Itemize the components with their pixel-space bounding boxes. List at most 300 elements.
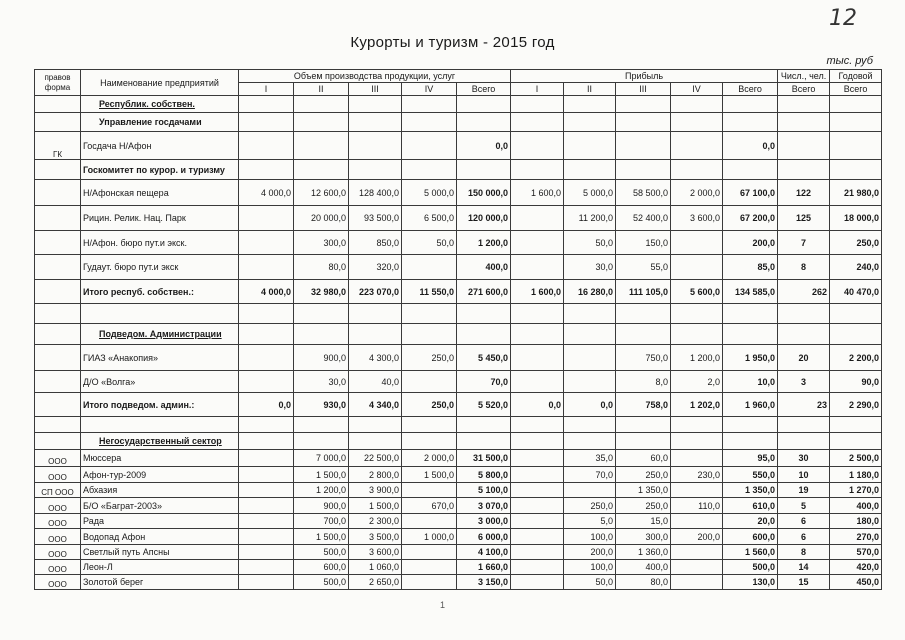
value-cell: 250,0 xyxy=(402,393,457,417)
value-cell: 262 xyxy=(778,280,830,304)
value-cell: 271 600,0 xyxy=(457,280,511,304)
value-cell xyxy=(239,255,294,280)
value-cell: 15,0 xyxy=(616,514,671,529)
legal-form-cell xyxy=(35,324,81,345)
value-cell xyxy=(457,324,511,345)
header-annual: Годовой xyxy=(830,70,882,83)
header-profit-total: Всего xyxy=(723,83,778,96)
value-cell xyxy=(830,132,882,160)
value-cell: 30,0 xyxy=(294,371,349,393)
value-cell: 250,0 xyxy=(830,231,882,255)
value-cell: 150 000,0 xyxy=(457,180,511,206)
value-cell xyxy=(616,417,671,433)
value-cell: 1 960,0 xyxy=(723,393,778,417)
value-cell xyxy=(511,324,564,345)
value-cell: 500,0 xyxy=(723,560,778,575)
value-cell xyxy=(294,417,349,433)
enterprise-name-cell xyxy=(81,324,239,345)
value-cell: 20 000,0 xyxy=(294,206,349,231)
value-cell xyxy=(511,345,564,371)
value-cell xyxy=(511,96,564,113)
enterprise-name: Мюссера xyxy=(83,453,122,463)
value-cell: 1 500,0 xyxy=(294,529,349,545)
value-cell xyxy=(671,255,723,280)
value-cell: 2 000,0 xyxy=(671,180,723,206)
value-cell: 240,0 xyxy=(830,255,882,280)
value-cell xyxy=(239,545,294,560)
value-cell: 19 xyxy=(778,483,830,498)
value-cell xyxy=(723,417,778,433)
value-cell: 250,0 xyxy=(616,498,671,514)
legal-form-cell: ООО xyxy=(35,467,81,483)
value-cell: 300,0 xyxy=(294,231,349,255)
value-cell: 3 600,0 xyxy=(671,206,723,231)
value-cell: 420,0 xyxy=(830,560,882,575)
value-cell: 50,0 xyxy=(402,231,457,255)
value-cell: 2 300,0 xyxy=(349,514,402,529)
value-cell xyxy=(239,450,294,467)
value-cell xyxy=(402,575,457,590)
value-cell: 22 500,0 xyxy=(349,450,402,467)
value-cell xyxy=(239,560,294,575)
value-cell xyxy=(511,132,564,160)
value-cell: 40 470,0 xyxy=(830,280,882,304)
enterprise-name: Светлый путь Апсны xyxy=(83,547,170,557)
value-cell xyxy=(778,304,830,324)
value-cell: 1 200,0 xyxy=(671,345,723,371)
value-cell: 3 500,0 xyxy=(349,529,402,545)
table-row xyxy=(35,231,882,255)
value-cell xyxy=(511,575,564,590)
value-cell: 128 400,0 xyxy=(349,180,402,206)
value-cell xyxy=(457,113,511,132)
value-cell: 110,0 xyxy=(671,498,723,514)
document-title: Курорты и туризм - 2015 год xyxy=(350,34,555,51)
table-row xyxy=(35,483,882,498)
value-cell xyxy=(564,324,616,345)
section-row xyxy=(35,96,882,113)
value-cell xyxy=(564,96,616,113)
value-cell: 8,0 xyxy=(616,371,671,393)
legal-form-cell xyxy=(35,417,81,433)
value-cell xyxy=(402,113,457,132)
value-cell: 130,0 xyxy=(723,575,778,590)
value-cell xyxy=(723,304,778,324)
table-row xyxy=(35,560,882,575)
table-row xyxy=(35,255,882,280)
value-cell xyxy=(239,417,294,433)
value-cell xyxy=(349,160,402,180)
legal-form-cell: ООО xyxy=(35,575,81,590)
value-cell xyxy=(511,113,564,132)
value-cell xyxy=(671,433,723,450)
value-cell: 500,0 xyxy=(294,545,349,560)
value-cell xyxy=(349,433,402,450)
enterprise-name: Леон-Л xyxy=(83,562,113,572)
value-cell: 122 xyxy=(778,180,830,206)
value-cell: 70,0 xyxy=(457,371,511,393)
enterprise-name: Итого подведом. админ.: xyxy=(83,399,195,410)
legal-form-cell xyxy=(35,345,81,371)
value-cell: 125 xyxy=(778,206,830,231)
value-cell xyxy=(511,529,564,545)
value-cell: 550,0 xyxy=(723,467,778,483)
enterprise-name-cell xyxy=(81,450,239,467)
enterprise-name: Б/О «Баграт-2003» xyxy=(83,500,163,511)
value-cell xyxy=(671,304,723,324)
table-row xyxy=(35,206,882,231)
value-cell xyxy=(511,231,564,255)
enterprise-name: Водопад Афон xyxy=(83,531,146,542)
value-cell xyxy=(457,160,511,180)
value-cell: 2 200,0 xyxy=(830,345,882,371)
value-cell xyxy=(564,483,616,498)
enterprise-name-cell xyxy=(81,433,239,450)
value-cell: 5 600,0 xyxy=(671,280,723,304)
enterprise-name-cell xyxy=(81,304,239,324)
value-cell: 4 000,0 xyxy=(239,280,294,304)
header-prod-q4: IV xyxy=(402,83,457,96)
value-cell: 31 500,0 xyxy=(457,450,511,467)
value-cell: 850,0 xyxy=(349,231,402,255)
value-cell: 90,0 xyxy=(830,371,882,393)
value-cell: 250,0 xyxy=(616,467,671,483)
value-cell: 67 200,0 xyxy=(723,206,778,231)
table-row xyxy=(35,450,882,467)
value-cell xyxy=(723,113,778,132)
value-cell: 10,0 xyxy=(723,371,778,393)
section-row xyxy=(35,113,882,132)
legal-form-cell: ООО xyxy=(35,450,81,467)
value-cell xyxy=(830,160,882,180)
value-cell xyxy=(671,113,723,132)
value-cell xyxy=(402,417,457,433)
value-cell: 8 xyxy=(778,545,830,560)
value-cell: 32 980,0 xyxy=(294,280,349,304)
value-cell: 2 290,0 xyxy=(830,393,882,417)
value-cell xyxy=(239,467,294,483)
value-cell: 400,0 xyxy=(616,560,671,575)
value-cell xyxy=(671,514,723,529)
legal-form-cell: ООО xyxy=(35,545,81,560)
value-cell xyxy=(830,433,882,450)
value-cell xyxy=(671,96,723,113)
value-cell xyxy=(402,483,457,498)
value-cell xyxy=(239,514,294,529)
value-cell xyxy=(616,324,671,345)
value-cell: 1 270,0 xyxy=(830,483,882,498)
section-row xyxy=(35,433,882,450)
value-cell xyxy=(239,132,294,160)
value-cell xyxy=(294,160,349,180)
value-cell: 3 900,0 xyxy=(349,483,402,498)
legal-form-cell xyxy=(35,304,81,324)
enterprise-name: ГИАЗ «Анакопия» xyxy=(83,352,158,363)
value-cell: 230,0 xyxy=(671,467,723,483)
header-profit: Прибыль xyxy=(511,70,778,83)
value-cell: 2 800,0 xyxy=(349,467,402,483)
value-cell xyxy=(239,575,294,590)
value-cell: 2 650,0 xyxy=(349,575,402,590)
value-cell xyxy=(239,371,294,393)
value-cell: 400,0 xyxy=(830,498,882,514)
value-cell xyxy=(349,96,402,113)
value-cell: 21 980,0 xyxy=(830,180,882,206)
value-cell: 500,0 xyxy=(294,575,349,590)
enterprise-name-cell xyxy=(81,206,239,231)
enterprise-name: Д/О «Волга» xyxy=(83,376,136,387)
value-cell: 2 000,0 xyxy=(402,450,457,467)
value-cell xyxy=(564,132,616,160)
legal-form-cell xyxy=(35,180,81,206)
value-cell xyxy=(349,417,402,433)
table-row xyxy=(35,575,882,590)
value-cell xyxy=(830,304,882,324)
value-cell xyxy=(616,304,671,324)
value-cell xyxy=(723,433,778,450)
value-cell: 3 xyxy=(778,371,830,393)
enterprise-name: Госкомитет по курор. и туризму xyxy=(83,164,225,175)
value-cell: 5,0 xyxy=(564,514,616,529)
table-row xyxy=(35,180,882,206)
enterprise-name-cell xyxy=(81,483,239,498)
header-prod-q3: III xyxy=(349,83,402,96)
value-cell: 150,0 xyxy=(616,231,671,255)
value-cell xyxy=(349,324,402,345)
enterprise-name-cell xyxy=(81,371,239,393)
value-cell xyxy=(294,132,349,160)
value-cell: 1 180,0 xyxy=(830,467,882,483)
value-cell xyxy=(778,433,830,450)
enterprise-name-cell xyxy=(81,467,239,483)
value-cell: 900,0 xyxy=(294,345,349,371)
header-profit-q3: III xyxy=(616,83,671,96)
value-cell: 30,0 xyxy=(564,255,616,280)
value-cell: 18 000,0 xyxy=(830,206,882,231)
header-prod-total: Всего xyxy=(457,83,511,96)
value-cell xyxy=(239,483,294,498)
value-cell: 1 200,0 xyxy=(457,231,511,255)
value-cell: 52 400,0 xyxy=(616,206,671,231)
enterprise-name-cell xyxy=(81,393,239,417)
value-cell: 0,0 xyxy=(457,132,511,160)
enterprise-name-cell xyxy=(81,280,239,304)
enterprise-name-cell xyxy=(81,231,239,255)
value-cell: 1 600,0 xyxy=(511,280,564,304)
value-cell: 85,0 xyxy=(723,255,778,280)
value-cell xyxy=(723,324,778,345)
value-cell: 1 202,0 xyxy=(671,393,723,417)
value-cell xyxy=(564,160,616,180)
value-cell xyxy=(511,514,564,529)
value-cell xyxy=(239,96,294,113)
value-cell: 40,0 xyxy=(349,371,402,393)
header-prod-q2: II xyxy=(294,83,349,96)
value-cell: 55,0 xyxy=(616,255,671,280)
header-staff: Числ., чел. xyxy=(778,70,830,83)
value-cell xyxy=(616,113,671,132)
value-cell: 1 000,0 xyxy=(402,529,457,545)
value-cell xyxy=(511,483,564,498)
total-row xyxy=(35,393,882,417)
value-cell xyxy=(830,324,882,345)
value-cell: 200,0 xyxy=(723,231,778,255)
value-cell xyxy=(239,206,294,231)
value-cell: 120 000,0 xyxy=(457,206,511,231)
header-profit-q4: IV xyxy=(671,83,723,96)
value-cell xyxy=(294,96,349,113)
enterprise-name: Золотой берег xyxy=(83,577,144,587)
value-cell: 80,0 xyxy=(616,575,671,590)
legal-form-cell xyxy=(35,96,81,113)
value-cell xyxy=(616,132,671,160)
value-cell xyxy=(402,160,457,180)
enterprise-name: Афон-тур-2009 xyxy=(83,469,147,480)
value-cell: 6 500,0 xyxy=(402,206,457,231)
value-cell: 6 xyxy=(778,529,830,545)
value-cell: 1 950,0 xyxy=(723,345,778,371)
value-cell xyxy=(511,467,564,483)
value-cell: 1 500,0 xyxy=(349,498,402,514)
value-cell: 270,0 xyxy=(830,529,882,545)
value-cell: 1 360,0 xyxy=(616,545,671,560)
header-production: Объем производства продукции, услуг xyxy=(239,70,511,83)
value-cell xyxy=(239,304,294,324)
value-cell xyxy=(402,433,457,450)
value-cell xyxy=(511,433,564,450)
value-cell xyxy=(778,324,830,345)
value-cell: 600,0 xyxy=(294,560,349,575)
value-cell: 0,0 xyxy=(511,393,564,417)
header-prod-q1: I xyxy=(239,83,294,96)
value-cell: 1 560,0 xyxy=(723,545,778,560)
value-cell: 50,0 xyxy=(564,231,616,255)
value-cell xyxy=(723,96,778,113)
header-name: Наименование предприятий xyxy=(81,70,239,96)
value-cell xyxy=(671,231,723,255)
table-row xyxy=(35,132,882,160)
value-cell xyxy=(671,160,723,180)
value-cell xyxy=(778,113,830,132)
value-cell: 100,0 xyxy=(564,529,616,545)
value-cell: 35,0 xyxy=(564,450,616,467)
value-cell: 16 280,0 xyxy=(564,280,616,304)
value-cell: 5 800,0 xyxy=(457,467,511,483)
table-row xyxy=(35,514,882,529)
section-row xyxy=(35,160,882,180)
enterprise-name: Республик. собствен. xyxy=(99,99,195,109)
value-cell xyxy=(457,304,511,324)
value-cell xyxy=(239,498,294,514)
value-cell: 30 xyxy=(778,450,830,467)
value-cell: 3 600,0 xyxy=(349,545,402,560)
enterprise-name-cell xyxy=(81,529,239,545)
value-cell xyxy=(778,96,830,113)
value-cell xyxy=(402,324,457,345)
handwritten-page-mark: 12 xyxy=(829,6,857,31)
legal-form-cell xyxy=(35,160,81,180)
value-cell xyxy=(616,433,671,450)
legal-form-cell xyxy=(35,206,81,231)
value-cell: 200,0 xyxy=(671,529,723,545)
header-profit-q1: I xyxy=(511,83,564,96)
value-cell: 80,0 xyxy=(294,255,349,280)
value-cell xyxy=(671,417,723,433)
value-cell xyxy=(349,132,402,160)
value-cell xyxy=(402,96,457,113)
value-cell: 0,0 xyxy=(564,393,616,417)
value-cell xyxy=(457,433,511,450)
units-label: тыс. руб xyxy=(826,55,873,67)
value-cell: 320,0 xyxy=(349,255,402,280)
value-cell: 600,0 xyxy=(723,529,778,545)
value-cell xyxy=(511,304,564,324)
value-cell: 5 000,0 xyxy=(564,180,616,206)
page-number: 1 xyxy=(440,600,446,610)
value-cell: 5 100,0 xyxy=(457,483,511,498)
value-cell xyxy=(239,113,294,132)
value-cell xyxy=(511,450,564,467)
enterprise-name-cell xyxy=(81,160,239,180)
value-cell: 450,0 xyxy=(830,575,882,590)
value-cell xyxy=(671,324,723,345)
value-cell: 300,0 xyxy=(616,529,671,545)
value-cell xyxy=(402,304,457,324)
enterprise-name: Н/Афон. бюро пут.и экск. xyxy=(83,237,187,248)
value-cell: 23 xyxy=(778,393,830,417)
legal-form-cell xyxy=(35,433,81,450)
value-cell xyxy=(564,345,616,371)
value-cell: 570,0 xyxy=(830,545,882,560)
value-cell: 3 150,0 xyxy=(457,575,511,590)
value-cell xyxy=(239,324,294,345)
value-cell xyxy=(239,529,294,545)
value-cell xyxy=(616,160,671,180)
value-cell: 180,0 xyxy=(830,514,882,529)
value-cell: 5 000,0 xyxy=(402,180,457,206)
enterprise-name: Итого респуб. собствен.: xyxy=(83,286,194,297)
value-cell: 2 500,0 xyxy=(830,450,882,467)
value-cell: 700,0 xyxy=(294,514,349,529)
value-cell xyxy=(349,304,402,324)
value-cell: 610,0 xyxy=(723,498,778,514)
value-cell: 93 500,0 xyxy=(349,206,402,231)
value-cell xyxy=(294,433,349,450)
header-staff-total: Всего xyxy=(778,83,830,96)
enterprise-name-cell xyxy=(81,255,239,280)
legal-form-cell xyxy=(35,371,81,393)
value-cell: 4 300,0 xyxy=(349,345,402,371)
table-row xyxy=(35,498,882,514)
value-cell: 1 200,0 xyxy=(294,483,349,498)
header-annual-total: Всего xyxy=(830,83,882,96)
value-cell xyxy=(402,132,457,160)
enterprise-name: Подведом. Администрации xyxy=(99,329,222,339)
value-cell xyxy=(402,514,457,529)
value-cell: 12 600,0 xyxy=(294,180,349,206)
value-cell xyxy=(511,498,564,514)
value-cell: 223 070,0 xyxy=(349,280,402,304)
enterprise-name-cell xyxy=(81,96,239,113)
value-cell xyxy=(616,96,671,113)
value-cell xyxy=(294,324,349,345)
value-cell: 200,0 xyxy=(564,545,616,560)
value-cell xyxy=(671,560,723,575)
legal-form-cell xyxy=(35,255,81,280)
table-row xyxy=(35,345,882,371)
value-cell: 50,0 xyxy=(564,575,616,590)
value-cell xyxy=(778,417,830,433)
